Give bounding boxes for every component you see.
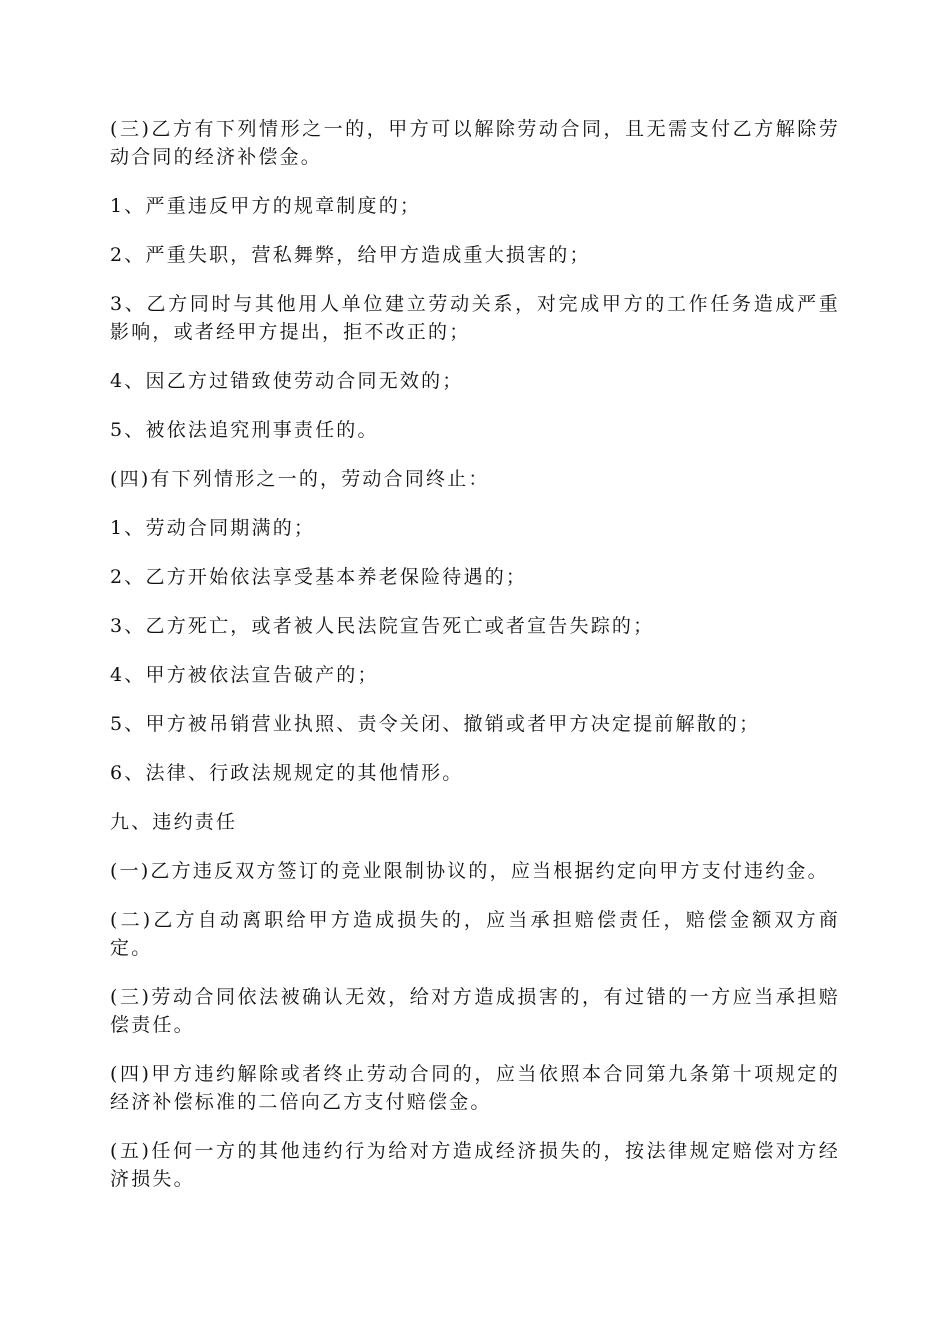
- clause-4-contract-ends: (四)有下列情形之一的，劳动合同终止：: [110, 468, 490, 490]
- clause-3-termination-without-compensation: (三)乙方有下列情形之一的，甲方可以解除劳动合同，且无需支付乙方解除劳动合同的经济补偿金。: [110, 118, 840, 168]
- section-heading-breach-liability: 九、违约责任: [110, 811, 238, 833]
- breach-clause-2: (二)乙方自动离职给甲方造成损失的，应当承担赔偿责任，赔偿金额双方商定。: [110, 909, 840, 959]
- clause-4-item-1: 1、劳动合同期满的；: [110, 517, 316, 539]
- clause-4-item-3: 3、乙方死亡，或者被人民法院宣告死亡或者宣告失踪的；: [110, 615, 655, 637]
- clause-3-item-1: 1、严重违反甲方的规章制度的；: [110, 195, 422, 217]
- clause-3-item-4: 4、因乙方过错致使劳动合同无效的；: [110, 370, 464, 392]
- breach-clause-5: (五)任何一方的其他违约行为给对方造成经济损失的，按法律规定赔偿对方经济损失。: [110, 1140, 840, 1190]
- clause-3-item-2: 2、严重失职，营私舞弊，给甲方造成重大损害的；: [110, 244, 591, 266]
- breach-clause-1: (一)乙方违反双方签订的竞业限制协议的，应当根据约定向甲方支付违约金。: [110, 860, 829, 882]
- clause-4-item-5: 5、甲方被吊销营业执照、责令关闭、撤销或者甲方决定提前解散的；: [110, 713, 761, 735]
- clause-4-item-6: 6、法律、行政法规规定的其他情形。: [110, 762, 464, 784]
- document-page: [110, 115, 840, 1214]
- clause-3-item-5: 5、被依法追究刑事责任的。: [110, 419, 379, 441]
- clause-3-item-3: 3、乙方同时与其他用人单位建立劳动关系，对完成甲方的工作任务造成严重影响，或者经甲方提出，拒不改正的；: [110, 293, 840, 343]
- clause-4-item-4: 4、甲方被依法宣告破产的；: [110, 664, 379, 686]
- breach-clause-3: (三)劳动合同依法被确认无效，给对方造成损害的，有过错的一方应当承担赔偿责任。: [110, 986, 840, 1036]
- breach-clause-4: (四)甲方违约解除或者终止劳动合同的，应当依照本合同第九条第十项规定的经济补偿标准的二倍向乙方支付赔偿金。: [110, 1063, 840, 1113]
- clause-4-item-2: 2、乙方开始依法享受基本养老保险待遇的；: [110, 566, 528, 588]
